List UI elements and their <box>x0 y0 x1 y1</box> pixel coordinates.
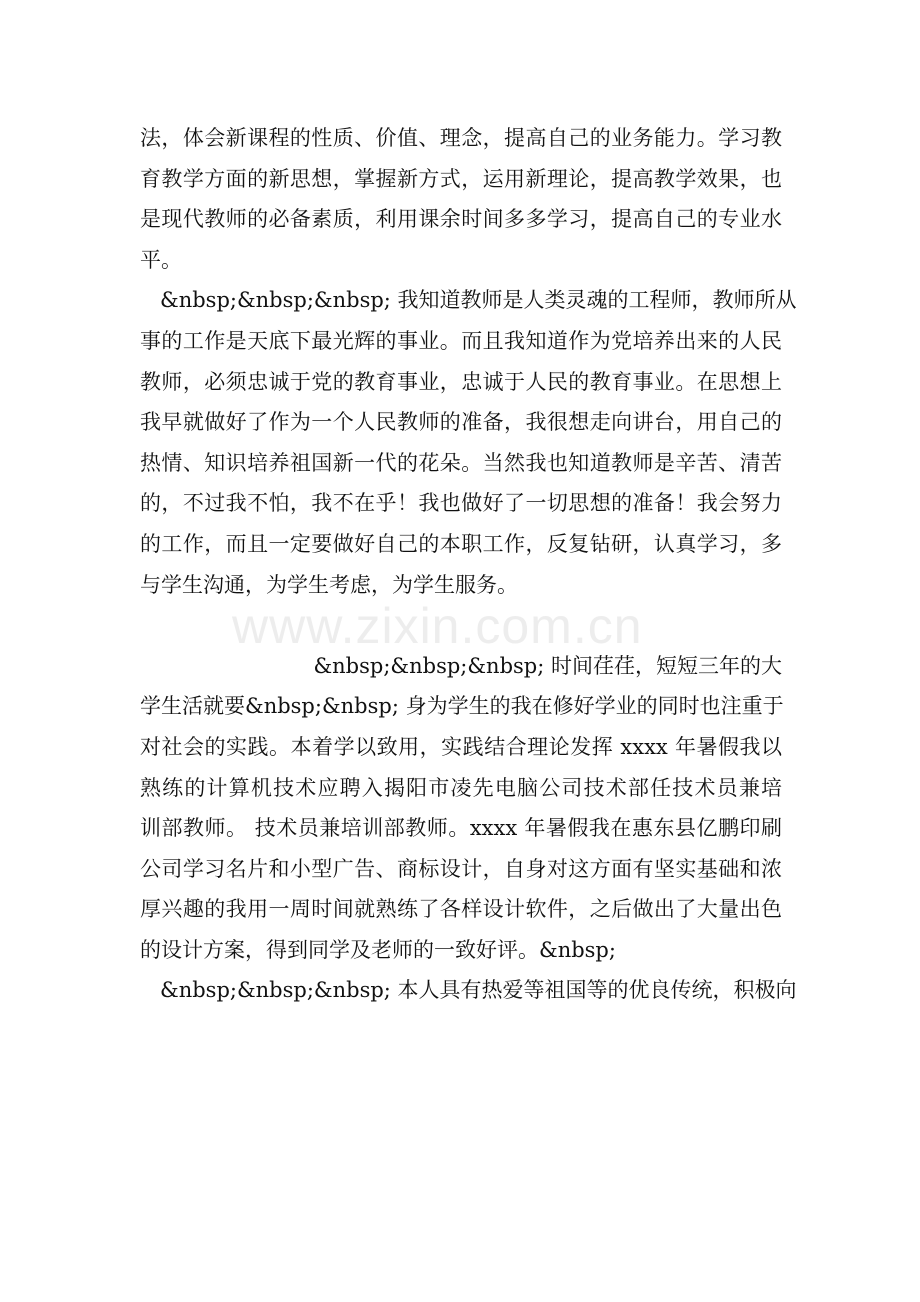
text-line: &nbsp;&nbsp;&nbsp; 时间荏荏，短短三年的大 <box>313 653 782 678</box>
watermark: www.zixin.com.cn <box>232 598 643 654</box>
text-line: &nbsp;&nbsp;&nbsp; 我知道教师是人类灵魂的工程师，教师所从 <box>160 288 797 313</box>
text-line: 厚兴趣的我用一周时间就熟练了各样设计软件，之后做出了大量出色 <box>140 897 782 922</box>
text-line: 公司学习名片和小型广告、商标设计，自身对这方面有坚实基础和浓 <box>140 856 782 881</box>
text-line: 我早就做好了作为一个人民教师的准备，我很想走向讲台，用自己的 <box>140 410 782 435</box>
text-line: 育教学方面的新思想，掌握新方式，运用新理论，提高教学效果，也 <box>140 166 782 191</box>
paragraph-3 <box>140 646 782 971</box>
text-line: 的工作，而且一定要做好自己的本职工作，反复钻研，认真学习，多 <box>140 531 782 556</box>
text-line: 训部教师。 技术员兼培训部教师。xxxx 年暑假我在惠东县亿鹏印刷 <box>140 816 782 841</box>
text-line: 学生活就要&nbsp;&nbsp; 身为学生的我在修好学业的同时也注重于 <box>140 694 784 719</box>
document-body <box>140 118 797 1011</box>
text-line: 对社会的实践。本着学以致用，实践结合理论发挥 xxxx 年暑假我以 <box>140 734 782 759</box>
text-line: 平。 <box>140 247 182 272</box>
text-line: 法，体会新课程的性质、价值、理念，提高自己的业务能力。学习教 <box>140 126 782 150</box>
text-line: &nbsp;&nbsp;&nbsp; 本人具有热爱等祖国等的优良传统，积极向 <box>160 978 797 1003</box>
text-line: 熟练的计算机技术应聘入揭阳市凌先电脑公司技术部任技术员兼培 <box>140 775 782 800</box>
text-line: 事的工作是天底下最光辉的事业。而且我知道作为党培养出来的人民 <box>140 328 782 353</box>
text-line: 与学生沟通，为学生考虑，为学生服务。 <box>140 572 518 597</box>
paragraph-1 <box>140 118 782 280</box>
paragraph-4 <box>140 970 797 1011</box>
paragraph-2 <box>140 280 797 605</box>
text-line: 教师，必须忠诚于党的教育事业，忠诚于人民的教育事业。在思想上 <box>140 369 782 394</box>
text-line: 是现代教师的必备素质，利用课余时间多多学习，提高自己的专业水 <box>140 207 782 232</box>
text-line: 热情、知识培养祖国新一代的花朵。当然我也知道教师是辛苦、清苦 <box>140 450 782 475</box>
paragraph-spacer <box>140 605 782 646</box>
text-line: 的，不过我不怕，我不在乎！我也做好了一切思想的准备！我会努力 <box>140 491 782 516</box>
text-line: 的设计方案，得到同学及老师的一致好评。&nbsp; <box>140 937 616 962</box>
